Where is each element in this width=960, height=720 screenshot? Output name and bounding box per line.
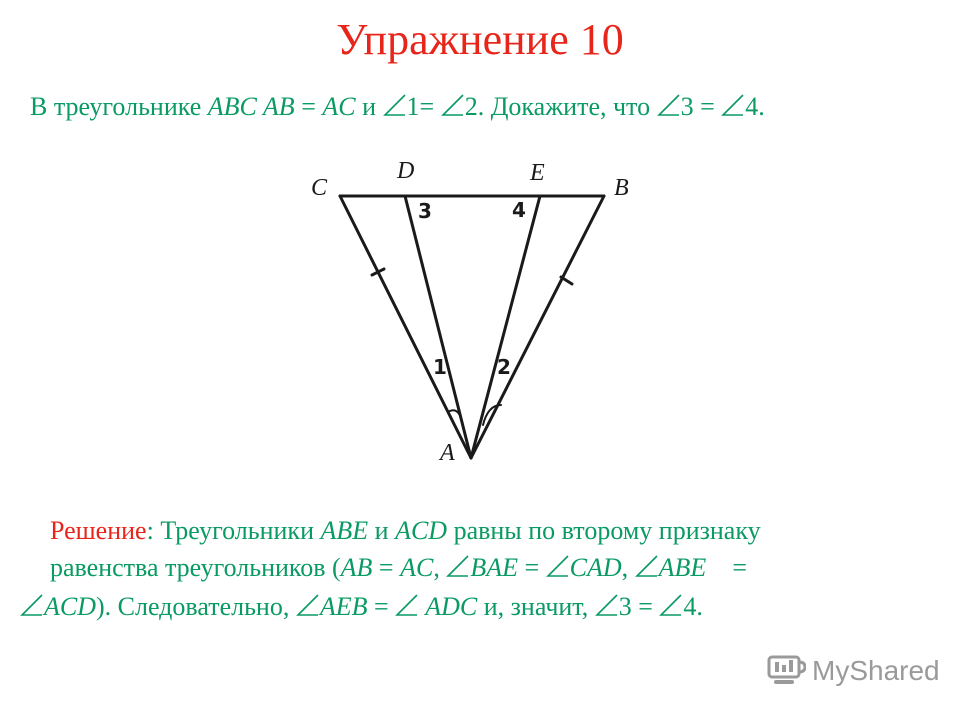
presentation-cup-icon bbox=[766, 654, 806, 688]
solution-text: BAE bbox=[470, 553, 518, 582]
solution-text: = bbox=[706, 553, 747, 582]
solution-text: , bbox=[433, 553, 447, 582]
solution-heading: Решение bbox=[50, 516, 147, 545]
angle-label-4: 4 bbox=[512, 198, 526, 222]
angle-icon bbox=[296, 593, 320, 617]
problem-statement bbox=[30, 92, 765, 122]
angle-icon bbox=[383, 93, 407, 117]
angle-icon bbox=[657, 93, 681, 117]
vertex-label-c: C bbox=[311, 175, 328, 201]
vertex-label-e: E bbox=[530, 160, 545, 186]
segment-ba bbox=[471, 196, 604, 458]
problem-text: = bbox=[294, 92, 323, 121]
segment-ca bbox=[340, 196, 471, 458]
problem-text: AC bbox=[322, 92, 356, 121]
solution-text: 3 = bbox=[618, 592, 660, 621]
solution-line-1 bbox=[50, 516, 761, 546]
angle-label-1: 1 bbox=[433, 355, 447, 379]
problem-text: В треугольнике bbox=[30, 92, 208, 121]
solution-text: ADC bbox=[419, 592, 478, 621]
myshared-logo bbox=[766, 654, 940, 688]
solution-text: AEB bbox=[319, 592, 368, 621]
vertex-label-b: B bbox=[614, 175, 629, 201]
angle-icon bbox=[20, 593, 44, 617]
angle-icon bbox=[659, 593, 683, 617]
solution-text: ABE bbox=[320, 516, 369, 545]
solution-text: = bbox=[517, 553, 546, 582]
solution-text: и, значит, bbox=[477, 592, 595, 621]
solution-text: равенства треугольников ( bbox=[50, 553, 341, 582]
angle-icon bbox=[546, 554, 570, 578]
solution-text: и bbox=[368, 516, 396, 545]
solution-text: = bbox=[367, 592, 396, 621]
solution-text: ABE bbox=[658, 553, 707, 582]
solution-text: AB bbox=[340, 553, 373, 582]
vertex-label-a: A bbox=[440, 440, 455, 466]
solution-text: ). Следовательно, bbox=[96, 592, 296, 621]
segment-ea bbox=[471, 196, 540, 458]
problem-text: и bbox=[355, 92, 383, 121]
solution-line-2 bbox=[50, 553, 747, 583]
problem-text: ABC AB bbox=[207, 92, 295, 121]
angle-icon bbox=[635, 554, 659, 578]
logo-text: MyShared bbox=[812, 655, 940, 686]
solution-text: ACD bbox=[395, 516, 448, 545]
solution-text: = bbox=[372, 553, 401, 582]
solution-text: , bbox=[621, 553, 635, 582]
problem-text: 1= bbox=[406, 92, 441, 121]
vertex-label-d: D bbox=[397, 158, 415, 184]
solution-text: 4. bbox=[683, 592, 703, 621]
problem-text: 3 = bbox=[680, 92, 722, 121]
problem-text: 4. bbox=[745, 92, 765, 121]
angle-icon bbox=[595, 593, 619, 617]
solution-text: : Треугольники bbox=[146, 516, 321, 545]
solution-line-3 bbox=[20, 592, 703, 622]
triangle-figure bbox=[290, 150, 690, 470]
angle-icon bbox=[446, 554, 470, 578]
angle-label-3: 3 bbox=[418, 199, 432, 223]
page-title: Упражнение 10 bbox=[336, 15, 624, 64]
solution-text: CAD bbox=[569, 553, 622, 582]
solution-text: ACD bbox=[44, 592, 96, 621]
problem-text: 2. Докажите, что bbox=[464, 92, 657, 121]
angle-label-2: 2 bbox=[497, 355, 511, 379]
angle-icon bbox=[395, 593, 419, 617]
solution-text: равны по второму признаку bbox=[447, 516, 761, 545]
angle-icon bbox=[441, 93, 465, 117]
angle-icon bbox=[721, 93, 745, 117]
solution-text: AC bbox=[400, 553, 434, 582]
